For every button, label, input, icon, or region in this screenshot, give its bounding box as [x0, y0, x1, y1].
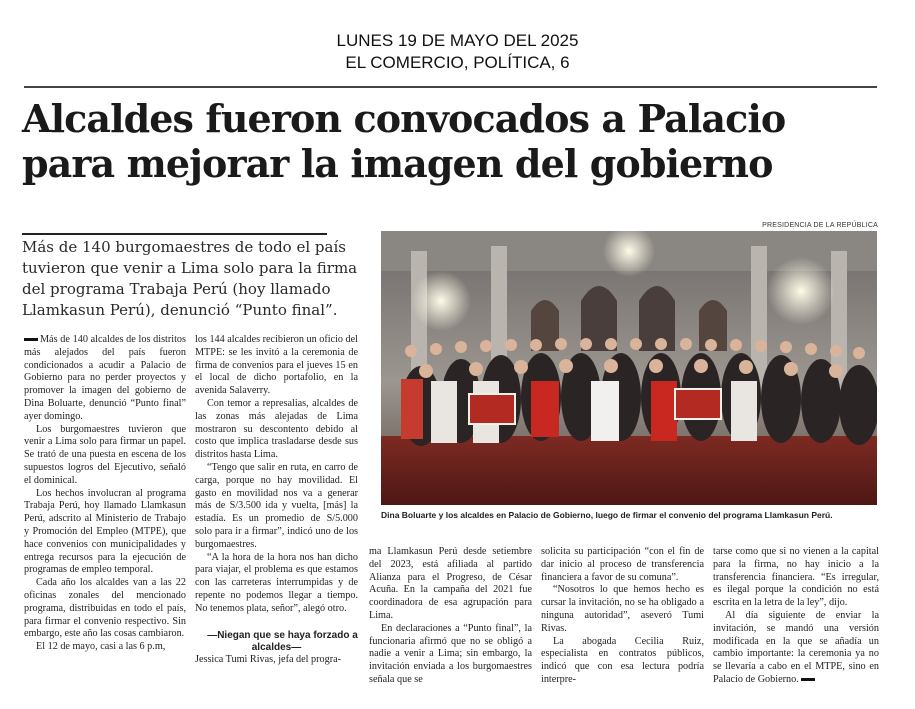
paragraph: Jessica Tumi Rivas, jefa del progra- [195, 653, 341, 665]
paragraph: Más de 140 alcaldes de los distritos más alejados del país fueron condicionados a acudir a Palacio de Gobierno para no perder proyectos y promover la imagen del gobierno de Dina Boluarte, denunció “Punto final” ayer domingo. [24, 334, 186, 422]
article-column-4 [541, 546, 704, 687]
headline-line-2: para mejorar la imagen del gobierno [22, 141, 773, 186]
paragraph: “A la hora de la hora nos han dicho para viajar, el problema es que estamos con las carreteras interrumpidas y de repente no podemos llegar a tiempo. No tenemos plata, señor”, alegó otro. [195, 551, 358, 614]
article-column-1 [24, 334, 186, 654]
paragraph: Los hechos involucran al programa Trabaja Perú, hoy llamado Llamkasun Perú, adscrito al Ministerio de Trabajo y Promoción del Empleo (MTPE), que hace convenios con municipalidades y entrega recursos para la ejecución de programas de empleo temporal. [24, 487, 186, 576]
lead-bar [24, 338, 38, 341]
publication-date: LUNES 19 DE MAYO DEL 2025 [336, 31, 579, 50]
article-lead: Más de 140 burgomaestres de todo el país tuvieron que venir a Lima solo para la firma del programa Trabaja Perú (hoy llamado Llamkasun Perú), denunció “Punto final”. [22, 238, 358, 319]
paragraph: El 12 de mayo, casi a las 6 p.m, [36, 641, 166, 653]
article-column-5 [713, 546, 879, 687]
article-column-2 [195, 334, 358, 666]
paragraph: Los burgomaestres tuvieron que venir a Lima solo para firmar un papel. Se trató de una puesta en escena de los supuestos logros del Ejecutivo, señaló el dominical. [24, 423, 186, 486]
photo-caption: Dina Boluarte y los alcaldes en Palacio de Gobierno, luego de firmar el convenio del programa Llamkasun Perú. [381, 510, 833, 520]
paragraph: solicita su participación “con el fin de dar inicio al proceso de transferencia financiera a favor de su comuna”. [541, 546, 704, 583]
article-column-3 [369, 546, 532, 687]
header-rule [24, 86, 877, 88]
paragraph: los 144 alcaldes recibieron un oficio del MTPE: se les invitó a la ceremonia de firma de convenios para el jueves 15 en el local de dicho portafolio, en la avenida Salaverry. [195, 334, 358, 397]
subheading: —Niegan que se haya forzado a alcaldes— [207, 629, 358, 653]
paragraph: “Tengo que salir en ruta, en carro de carga, porque no hay movilidad. El gasto en movilidad nos va a generar más de S/3.500 ida y vuelta, [más] la estadía. Es un promedio de S/5.000 solo para ir a firmar”, indicó uno de los burgomaestres. [195, 461, 358, 550]
photo-illustration [381, 231, 877, 505]
paragraph: Al día siguiente de enviar la invitación, se mandó una versión modificada en la que se añadía un cambio importante: la ceremonia ya no se llevaría a cabo en el MTPE, sino en Palacio de Gobierno. [713, 609, 879, 685]
paragraph: tarse como que si no vienen a la capital para la firma, no hay inicio a la transferencia financiera. “Es irregular, es ilegal porque la condición no está escrita en la letra de la ley”, dijo. [713, 546, 879, 609]
paragraph: La abogada Cecilia Ruiz, especialista en contratos públicos, indicó que con esa lectura podría interpre- [541, 635, 704, 685]
paragraph: ma Llamkasun Perú desde setiembre del 2023, está afiliada al partido Alianza para el Progreso, de César Acuña. En la campaña del 2021 fue coordinadora de esa agrupación para Lima. [369, 546, 532, 621]
paragraph: Con temor a represalias, alcaldes de las zonas más alejadas de Lima mostraron su descontento debido al costo que implica trasladarse desde sus distritos hasta Lima. [195, 397, 358, 461]
paragraph: Cada año los alcaldes van a las 22 oficinas zonales del mencionado programa, distribuidas en todo el país, para firmar el convenio respectivo. Sin embargo, este año las cosas cambiaron. [24, 577, 186, 640]
lead-rule [22, 233, 327, 235]
article-headline [22, 96, 892, 186]
paragraph: En declaraciones a “Punto final”, la funcionaria afirmó que no se obligó a nadie a venir a Lima; sin embargo, la invitación enviada a los burgomaestres señala que se [369, 622, 532, 685]
publication-section: EL COMERCIO, POLÍTICA, 6 [345, 53, 570, 72]
photo-credit: PRESIDENCIA DE LA REPÚBLICA [762, 222, 878, 229]
dateline [0, 30, 915, 74]
article-photo [381, 231, 877, 505]
end-mark [801, 678, 815, 681]
headline-line-1: Alcaldes fueron convocados a Palacio [22, 96, 786, 141]
paragraph: “Nosotros lo que hemos hecho es cursar la invitación, no se ha obligado a ninguna autoridad”, aseveró Tumi Rivas. [541, 584, 704, 634]
